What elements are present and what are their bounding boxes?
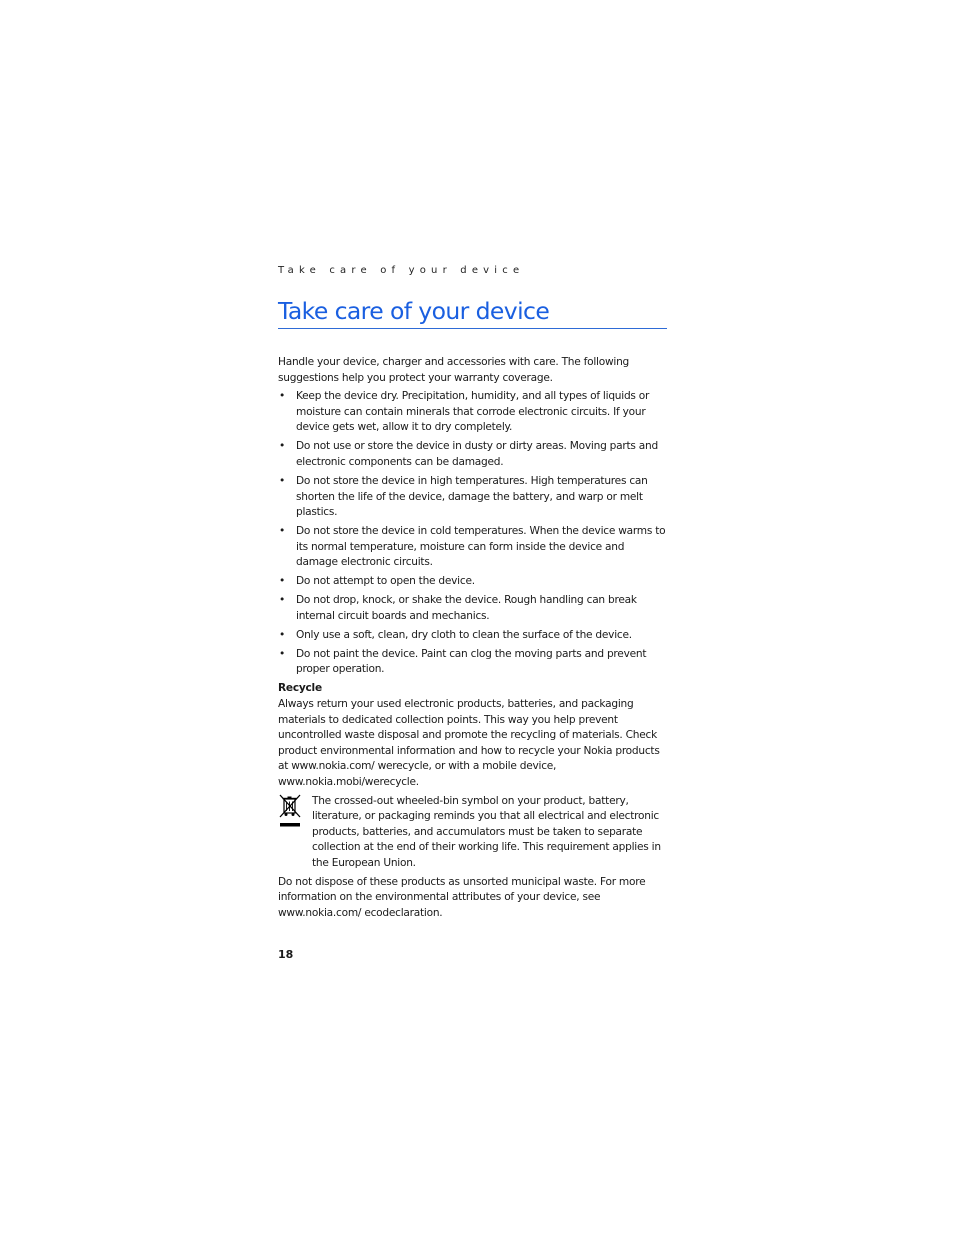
list-item-text: Do not attempt to open the device.: [296, 575, 475, 588]
wheeled-bin-text: The crossed-out wheeled-bin symbol on your product, battery, literature, or packaging reminds you that all electrical and electronic products, batteries, and accumulators must be taken to separate collection at the end of their working life. This requirement applies in the European Union.: [312, 794, 661, 869]
bullet-icon: •: [279, 647, 285, 660]
bullet-icon: •: [279, 440, 285, 453]
list-item: [278, 628, 667, 644]
list-item: [278, 647, 667, 678]
crossed-out-wheeled-bin-icon: [278, 794, 302, 828]
wheeled-bin-notice: [278, 794, 667, 872]
disposal-paragraph: Do not dispose of these products as unsorted municipal waste. For more information on the environmental attributes of your device, see www.nokia.com/ ecodeclaration.: [278, 875, 646, 919]
list-item-text: Do not drop, knock, or shake the device. Rough handling can break internal circuit boards and mechanics.: [296, 594, 637, 622]
page-title: Take care of your device: [278, 295, 667, 329]
list-item: [278, 593, 667, 624]
list-item-text: Do not paint the device. Paint can clog the moving parts and prevent proper operation.: [296, 647, 647, 676]
recycle-paragraph: Always return your used electronic products, batteries, and packaging materials to dedicated collection points. This way you help prevent uncontrolled waste disposal and promote the recycling of materials. Check product environmental information and how to recycle your Nokia products at www.nokia.com/ werecycle, or with a mobile device, www.nokia.mobi/werecycle.: [278, 698, 660, 788]
bullet-icon: •: [279, 628, 285, 641]
bullet-icon: •: [279, 390, 285, 403]
list-item: [278, 389, 667, 436]
list-item-text: Do not store the device in cold temperatures. When the device warms to its normal temperature, moisture can form inside the device and damage electronic circuits.: [296, 525, 666, 569]
bullet-icon: •: [279, 575, 285, 588]
page-body: [278, 355, 667, 924]
running-header: Take care of your device: [278, 265, 525, 276]
care-list: [278, 389, 667, 678]
list-item: [278, 574, 667, 590]
bullet-icon: •: [279, 474, 285, 487]
page-number: 18: [278, 948, 294, 961]
list-item: [278, 439, 667, 470]
list-item-text: Keep the device dry. Precipitation, humidity, and all types of liquids or moisture can contain minerals that corrode electronic circuits. If your device gets wet, allow it to dry completely.: [296, 390, 650, 434]
intro-paragraph: Handle your device, charger and accessories with care. The following suggestions help you protect your warranty coverage.: [278, 356, 630, 384]
list-item: [278, 524, 667, 571]
list-item-text: Do not store the device in high temperatures. High temperatures can shorten the life of the device, damage the battery, and warp or melt plastics.: [296, 474, 648, 519]
bullet-icon: •: [279, 525, 285, 538]
list-item-text: Do not use or store the device in dusty or dirty areas. Moving parts and electronic components can be damaged.: [296, 440, 658, 468]
bullet-icon: •: [279, 594, 285, 607]
list-item-text: Only use a soft, clean, dry cloth to clean the surface of the device.: [296, 628, 632, 641]
recycle-heading: Recycle: [278, 682, 322, 695]
list-item: [278, 474, 667, 521]
